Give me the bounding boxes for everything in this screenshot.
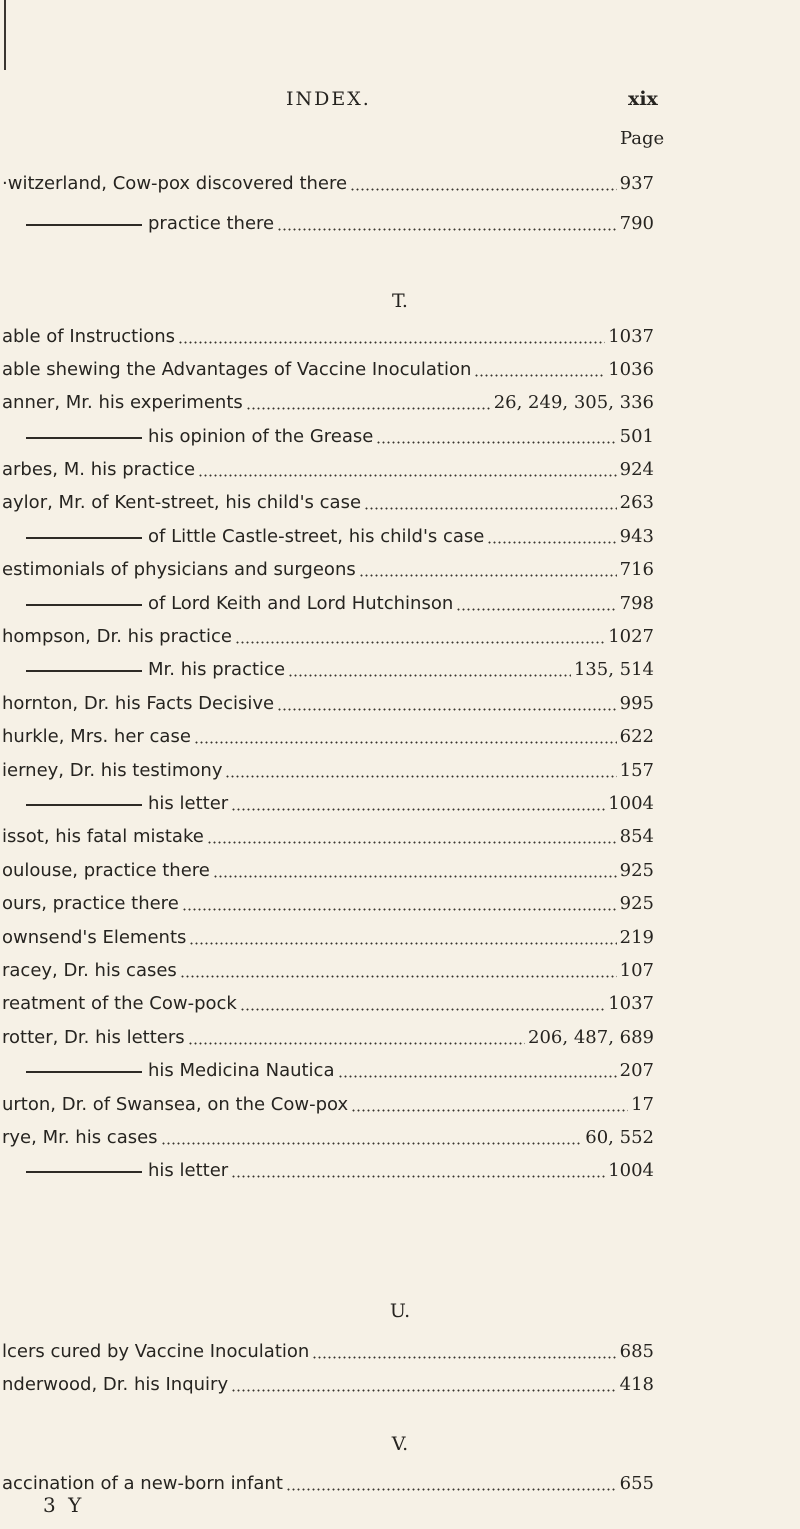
entry-term: rotter, Dr. his letters	[2, 1024, 188, 1052]
entry-pages: 60, 552	[582, 1124, 654, 1152]
dot-leader	[178, 341, 605, 344]
index-entry	[0, 170, 800, 198]
dot-leader	[207, 841, 617, 844]
index-entry	[0, 1371, 800, 1399]
dot-leader	[359, 574, 617, 577]
entry-term: practice there	[148, 210, 277, 238]
dot-leader	[351, 1109, 628, 1112]
entry-pages: 1036	[605, 356, 654, 384]
entry-pages: 26, 249, 305, 336	[491, 389, 654, 417]
dot-leader	[194, 741, 617, 744]
entry-term: his letter	[148, 1157, 231, 1185]
dot-leader	[350, 188, 617, 191]
index-entry	[0, 456, 800, 484]
entry-pages: 1027	[605, 623, 654, 651]
index-entry	[0, 1470, 800, 1498]
entry-pages: 1037	[605, 323, 654, 351]
dot-leader	[288, 674, 571, 677]
signature-mark: 3 Y	[43, 1493, 85, 1517]
entry-term: able of Instructions	[2, 323, 178, 351]
dot-leader	[180, 975, 617, 978]
dot-leader	[225, 775, 616, 778]
dot-leader	[231, 1175, 605, 1178]
entry-pages: 1037	[605, 990, 654, 1018]
index-entry	[0, 957, 800, 985]
ditto-dash	[26, 670, 142, 672]
entry-term: hurkle, Mrs. her case	[2, 723, 194, 751]
entry-term: anner, Mr. his experiments	[2, 389, 246, 417]
entry-term: issot, his fatal mistake	[2, 823, 207, 851]
entry-pages: 418	[617, 1371, 654, 1399]
entry-term: aylor, Mr. of Kent-street, his child's case	[2, 489, 364, 517]
entry-pages: 716	[617, 556, 654, 584]
entry-pages: 655	[617, 1470, 654, 1498]
entry-term: estimonials of physicians and surgeons	[2, 556, 359, 584]
running-head	[0, 88, 800, 116]
ditto-dash	[26, 437, 142, 439]
entry-term: oulouse, practice there	[2, 857, 213, 885]
entry-pages: 107	[617, 957, 654, 985]
index-entry	[0, 1124, 800, 1152]
entry-pages: 790	[617, 210, 654, 238]
ditto-dash	[26, 1171, 142, 1173]
index-entry	[0, 690, 800, 718]
ditto-dash	[26, 1071, 142, 1073]
dot-leader	[246, 407, 491, 410]
entry-term: his opinion of the Grease	[148, 423, 376, 451]
ditto-dash	[26, 804, 142, 806]
index-entry	[0, 356, 800, 384]
entry-pages: 798	[617, 590, 654, 618]
dot-leader	[235, 641, 605, 644]
section-heading-u: U.	[389, 1300, 411, 1322]
entry-pages: 622	[617, 723, 654, 751]
entry-pages: 937	[617, 170, 654, 198]
entry-pages: 206, 487, 689	[525, 1024, 654, 1052]
dot-leader	[277, 708, 617, 711]
dot-leader	[240, 1008, 605, 1011]
index-entry	[0, 623, 800, 651]
entry-pages: 925	[617, 857, 654, 885]
entry-pages: 219	[617, 924, 654, 952]
entry-term: his letter	[148, 790, 231, 818]
ditto-dash	[26, 537, 142, 539]
dot-leader	[487, 541, 616, 544]
entry-term: of Lord Keith and Lord Hutchinson	[148, 590, 456, 618]
index-entry	[0, 210, 800, 238]
index-entry	[0, 1338, 800, 1366]
section-heading-v: V.	[391, 1433, 409, 1455]
dot-leader	[364, 507, 617, 510]
entry-term: Mr. his practice	[148, 656, 288, 684]
entry-pages: 135, 514	[571, 656, 654, 684]
dot-leader	[286, 1488, 617, 1491]
dot-leader	[213, 875, 617, 878]
index-entry	[0, 656, 800, 684]
index-entry	[0, 924, 800, 952]
entry-term: ours, practice there	[2, 890, 182, 918]
dot-leader	[189, 942, 616, 945]
entry-pages: 995	[617, 690, 654, 718]
dot-leader	[182, 908, 617, 911]
index-entry	[0, 1157, 800, 1185]
dot-leader	[456, 608, 616, 611]
index-entry	[0, 823, 800, 851]
index-entry	[0, 556, 800, 584]
entry-term: racey, Dr. his cases	[2, 957, 180, 985]
entry-term: hornton, Dr. his Facts Decisive	[2, 690, 277, 718]
dot-leader	[198, 474, 617, 477]
entry-pages: 854	[617, 823, 654, 851]
entry-pages: 17	[628, 1091, 654, 1119]
entry-term: ownsend's Elements	[2, 924, 189, 952]
dot-leader	[161, 1142, 583, 1145]
dot-leader	[188, 1042, 525, 1045]
dot-leader	[231, 1389, 617, 1392]
entry-pages: 924	[617, 456, 654, 484]
entry-term: rye, Mr. his cases	[2, 1124, 161, 1152]
running-title: INDEX.	[286, 88, 371, 110]
dot-leader	[277, 228, 617, 231]
ditto-dash	[26, 604, 142, 606]
page-edge-rule	[4, 0, 6, 70]
entry-term: lcers cured by Vaccine Inoculation	[2, 1338, 312, 1366]
entry-pages: 685	[617, 1338, 654, 1366]
entry-pages: 943	[617, 523, 654, 551]
index-entry	[0, 757, 800, 785]
index-entry	[0, 323, 800, 351]
index-entry	[0, 723, 800, 751]
index-entry	[0, 1091, 800, 1119]
index-entry	[0, 1057, 800, 1085]
dot-leader	[376, 441, 616, 444]
entry-pages: 1004	[605, 790, 654, 818]
index-entry	[0, 990, 800, 1018]
entry-term: arbes, M. his practice	[2, 456, 198, 484]
index-entry	[0, 790, 800, 818]
entry-term: urton, Dr. of Swansea, on the Cow-pox	[2, 1091, 351, 1119]
index-entry	[0, 590, 800, 618]
entry-term: nderwood, Dr. his Inquiry	[2, 1371, 231, 1399]
dot-leader	[231, 808, 605, 811]
page-column-label: Page	[620, 128, 665, 149]
entry-term: hompson, Dr. his practice	[2, 623, 235, 651]
dot-leader	[338, 1075, 617, 1078]
entry-term: ierney, Dr. his testimony	[2, 757, 225, 785]
entry-term: ·witzerland, Cow-pox discovered there	[2, 170, 350, 198]
entry-pages: 1004	[605, 1157, 654, 1185]
entry-term: accination of a new-born infant	[2, 1470, 286, 1498]
index-entry	[0, 423, 800, 451]
entry-term: reatment of the Cow-pock	[2, 990, 240, 1018]
index-entry	[0, 890, 800, 918]
index-entry	[0, 389, 800, 417]
section-heading-t: T.	[392, 290, 408, 312]
dot-leader	[312, 1356, 616, 1359]
folio-number: xix	[628, 88, 658, 110]
entry-pages: 925	[617, 890, 654, 918]
entry-term: his Medicina Nautica	[148, 1057, 338, 1085]
index-entry	[0, 1024, 800, 1052]
entry-pages: 207	[617, 1057, 654, 1085]
index-entry	[0, 857, 800, 885]
ditto-dash	[26, 224, 142, 226]
dot-leader	[474, 374, 605, 377]
index-entry	[0, 523, 800, 551]
entry-term: able shewing the Advantages of Vaccine Inoculation	[2, 356, 474, 384]
entry-pages: 263	[617, 489, 654, 517]
index-entry	[0, 489, 800, 517]
entry-term: of Little Castle-street, his child's case	[148, 523, 487, 551]
entry-pages: 501	[617, 423, 654, 451]
entry-pages: 157	[617, 757, 654, 785]
